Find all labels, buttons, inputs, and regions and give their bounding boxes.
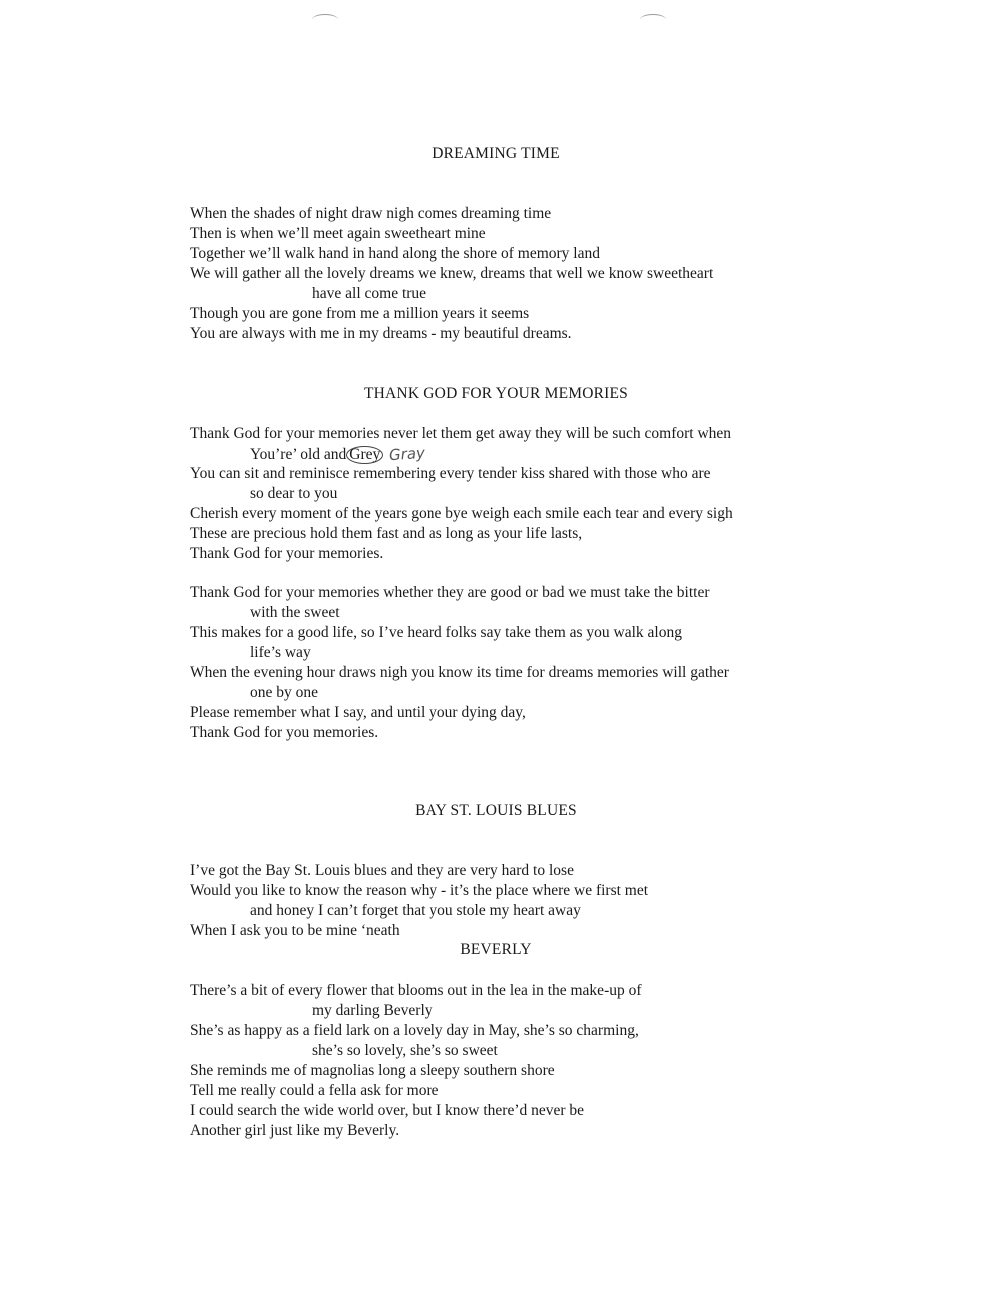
lyric-line: I’ve got the Bay St. Louis blues and they are very hard to lose xyxy=(190,862,574,879)
lyric-line: Would you like to know the reason why - it’s the place where we first met xyxy=(190,882,649,899)
lyric-line: Cherish every moment of the years gone bye weigh each smile each tear and every sigh xyxy=(190,505,733,522)
song-title: BAY ST. LOUIS BLUES xyxy=(415,802,577,819)
circled-word: Grey xyxy=(346,446,383,464)
lyric-line: Thank God for you memories. xyxy=(190,724,379,741)
lyric-line: I could search the wide world over, but I know there’d never be xyxy=(190,1102,585,1119)
lyric-line: Thank God for your memories whether they are good or bad we must take the bitter xyxy=(190,584,710,601)
song-title: DREAMING TIME xyxy=(432,145,560,162)
lyric-line: These are precious hold them fast and as long as your life lasts, xyxy=(190,525,583,542)
lyric-line: This makes for a good life, so I’ve heard folks say take them as you walk along xyxy=(190,624,682,641)
lyric-line: She reminds me of magnolias long a sleepy southern shore xyxy=(190,1062,555,1079)
lyric-line: Together we’ll walk hand in hand along the shore of memory land xyxy=(190,245,600,262)
lyric-line: Please remember what I say, and until your dying day, xyxy=(190,704,526,721)
lyric-line: You are always with me in my dreams - my beautiful dreams. xyxy=(190,325,572,342)
lyric-line: Thank God for your memories never let them get away they will be such comfort when xyxy=(190,425,732,442)
song-title: THANK GOD FOR YOUR MEMORIES xyxy=(363,385,629,402)
lyric-line: She’s as happy as a field lark on a lovely day in May, she’s so charming, xyxy=(190,1022,639,1039)
lyric-line: When the shades of night draw nigh comes dreaming time xyxy=(190,205,552,222)
punch-hole-mark-right xyxy=(640,14,666,25)
lyric-line: have all come true xyxy=(312,285,427,302)
lyric-line: There’s a bit of every flower that blooms out in the lea in the make-up of xyxy=(190,982,642,999)
lyric-line: Though you are gone from me a million years it seems xyxy=(190,305,530,322)
punch-hole-mark-left xyxy=(312,14,338,25)
lyric-line: with the sweet xyxy=(250,604,340,621)
lyric-line: When the evening hour draws nigh you know its time for dreams memories will gather xyxy=(190,664,729,681)
lyric-line: Thank God for your memories. xyxy=(190,545,384,562)
lyric-line: We will gather all the lovely dreams we knew, dreams that well we know sweetheart xyxy=(190,265,714,282)
lyric-line: one by one xyxy=(250,684,319,701)
lyric-line: my darling Beverly xyxy=(312,1002,433,1019)
lyric-text: You’re’ old and xyxy=(250,446,347,463)
lyric-line: life’s way xyxy=(250,644,311,661)
lyric-line: You can sit and reminisce remembering every tender kiss shared with those who are xyxy=(190,465,711,482)
lyric-line: When I ask you to be mine ‘neath xyxy=(190,922,400,939)
lyric-line: and honey I can’t forget that you stole my heart away xyxy=(250,902,581,919)
lyric-line: Then is when we’ll meet again sweetheart mine xyxy=(190,225,486,242)
lyric-line: so dear to you xyxy=(250,485,338,502)
lyric-line: Another girl just like my Beverly. xyxy=(190,1122,400,1139)
lyric-line-with-correction xyxy=(250,444,425,465)
lyric-line: she’s so lovely, she’s so sweet xyxy=(312,1042,498,1059)
handwritten-correction: Gray xyxy=(388,443,426,465)
lyric-line: Tell me really could a fella ask for more xyxy=(190,1082,439,1099)
song-title: BEVERLY xyxy=(460,941,532,958)
